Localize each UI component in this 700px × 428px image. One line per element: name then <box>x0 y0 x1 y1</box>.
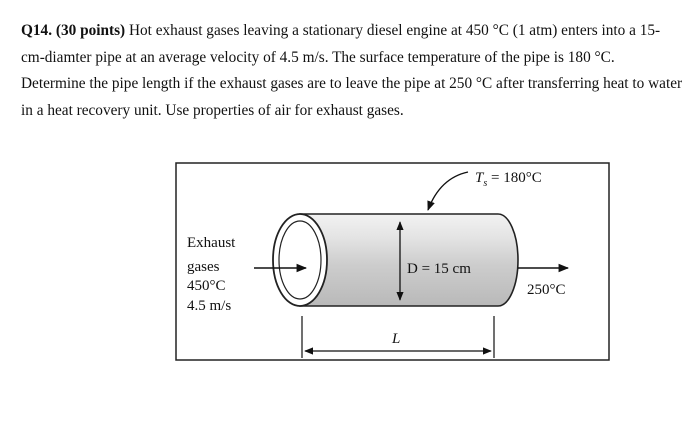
pipe-body <box>300 214 518 306</box>
question-text: Hot exhaust gases leaving a stationary diesel engine at 450 °C (1 atm) enters into a 15-cm-diamter pipe at an average velocity of 4.5 m/s. The surface temperature of the pipe is 180 °C. Determine the pipe length if the exhaust gases are to leave the pipe at 250 °C after transferring heat to water in a heat recovery unit. Use properties of air for exhaust gases. <box>21 22 683 119</box>
surface-temp-pointer <box>428 172 468 210</box>
inlet-label-gases: gases <box>187 259 220 275</box>
length-label: L <box>392 331 401 347</box>
surface-temp-label: $T_s = 180^\circ C$ <box>475 170 542 189</box>
inlet-label-exhaust: Exhaust <box>187 235 236 251</box>
inlet-temp-label: 450°C <box>187 278 226 294</box>
question-number: Q14. <box>21 22 53 39</box>
diameter-label: D = 15 cm <box>407 261 471 277</box>
inlet-velocity-label: 4.5 m/s <box>187 298 232 314</box>
pipe-inlet-inner <box>279 221 321 299</box>
question-points: (30 points) <box>55 22 126 39</box>
outlet-temp-label: 250°C <box>527 282 566 298</box>
